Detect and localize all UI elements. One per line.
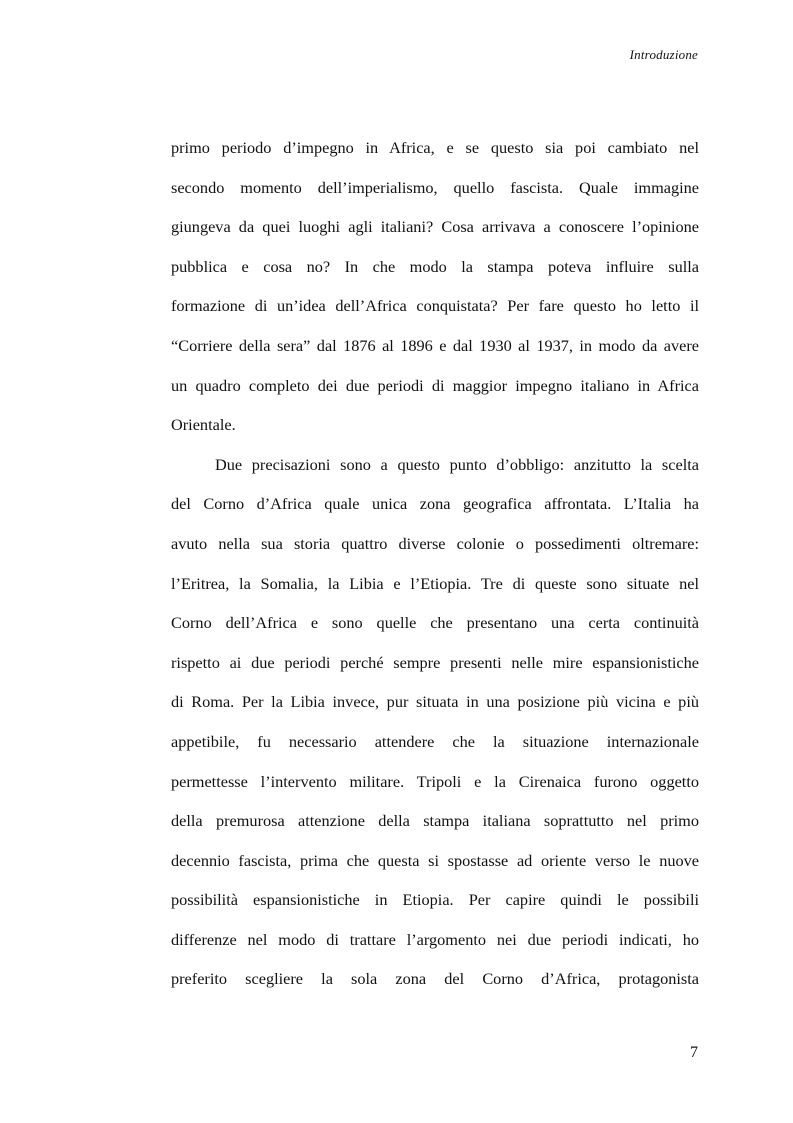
text-line: del Corno d’Africa quale unica zona geografica affrontata. L’Italia ha — [171, 494, 699, 514]
text-line: l’Eritrea, la Somalia, la Libia e l’Etiopia. Tre di queste sono situate nel — [171, 573, 699, 593]
text-line: formazione di un’idea dell’Africa conquistata? Per fare questo ho letto il — [171, 296, 699, 316]
text-line: pubblica e cosa no? In che modo la stampa poteva influire sulla — [171, 256, 699, 276]
page-number: 7 — [690, 1044, 698, 1061]
text-line: secondo momento dell’imperialismo, quello fascista. Quale immagine — [171, 177, 699, 197]
text-line: Corno dell’Africa e sono quelle che presentano una certa continuità — [171, 613, 699, 633]
text-line: appetibile, fu necessario attendere che la situazione internazionale — [171, 731, 699, 751]
text-line: possibilità espansionistiche in Etiopia. Per capire quindi le possibili — [171, 890, 699, 910]
body-text — [171, 128, 699, 999]
text-line: rispetto ai due periodi perché sempre presenti nelle mire espansionistiche — [171, 652, 699, 672]
text-line: “Corriere della sera” dal 1876 al 1896 e dal 1930 al 1937, in modo da avere — [171, 335, 699, 355]
text-line: avuto nella sua storia quattro diverse colonie o possedimenti oltremare: — [171, 533, 699, 553]
text-line: della premurosa attenzione della stampa italiana soprattutto nel primo — [171, 811, 699, 831]
text-line: Orientale. — [171, 415, 236, 435]
text-line: differenze nel modo di trattare l’argomento nei due periodi indicati, ho — [171, 929, 699, 949]
text-line: primo periodo d’impegno in Africa, e se questo sia poi cambiato nel — [171, 138, 699, 157]
text-line: di Roma. Per la Libia invece, pur situata in una posizione più vicina e più — [171, 692, 699, 712]
running-header-title: Introduzione — [629, 47, 698, 62]
text-line: giungeva da quei luoghi agli italiani? Cosa arrivava a conoscere l’opinione — [171, 217, 699, 237]
text-line: preferito scegliere la sola zona del Corno d’Africa, protagonista — [171, 969, 699, 989]
text-line: un quadro completo dei due periodi di maggior impegno italiano in Africa — [171, 375, 699, 395]
text-line: permettesse l’intervento militare. Tripoli e la Cirenaica furono oggetto — [171, 771, 699, 791]
text-line: Due precisazioni sono a questo punto d’obbligo: anzitutto la scelta — [215, 454, 699, 474]
text-line: decennio fascista, prima che questa si spostasse ad oriente verso le nuove — [171, 850, 699, 870]
